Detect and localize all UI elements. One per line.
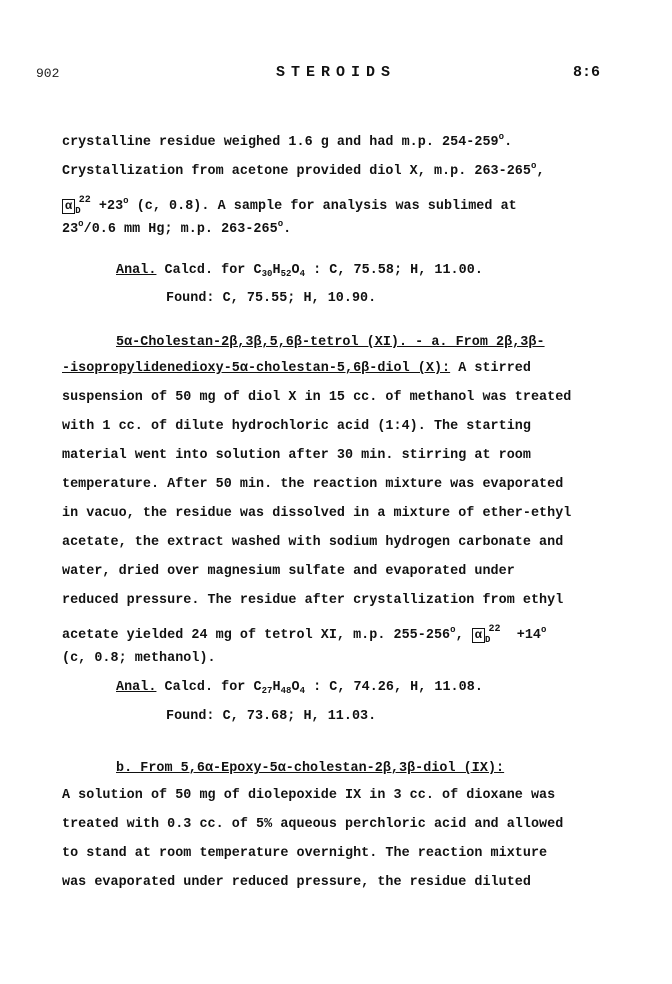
subscript: 30 <box>261 269 273 279</box>
text: Crystallization from acetone provided diol X, m.p. 263-265 <box>62 164 531 179</box>
text-line: water, dried over magnesium sulfate and evaporated under <box>62 564 515 579</box>
section-heading: 5α-Cholestan-2β,3β,5,6β-tetrol (XI). - a. From 2β,3β- <box>116 335 545 350</box>
subscript: 27 <box>261 686 273 696</box>
text-line: treated with 0.3 cc. of 5% aqueous perchloric acid and allowed <box>62 817 564 832</box>
anal-label: Anal. <box>116 680 157 695</box>
text: . <box>283 222 292 237</box>
text-line: was evaporated under reduced pressure, the residue diluted <box>62 875 531 890</box>
text: Calcd. for C <box>156 680 262 695</box>
text: +23 <box>90 199 124 214</box>
superscript: 22 <box>78 195 91 206</box>
degree: o <box>498 132 505 142</box>
superscript: 22 <box>488 624 501 635</box>
text-line <box>62 360 531 378</box>
text-line: A solution of 50 mg of diolepoxide IX in 3 cc. of dioxane was <box>62 788 556 803</box>
degree: o <box>78 219 84 229</box>
text: (c, 0.8). A sample for analysis was sublimed at <box>128 199 517 214</box>
running-header <box>0 64 672 84</box>
alpha-symbol: α <box>62 199 75 214</box>
text-line <box>62 134 512 152</box>
text: , <box>455 628 464 643</box>
subscript: D <box>75 206 81 216</box>
analysis-calcd <box>116 679 483 697</box>
subscript: D <box>485 635 491 645</box>
page-number: 902 <box>36 66 60 81</box>
text: Calcd. for C <box>156 263 262 278</box>
issue-number: 8:6 <box>572 64 600 81</box>
degree: o <box>541 625 547 635</box>
text: O <box>291 680 300 695</box>
text-line: to stand at room temperature overnight. The reaction mixture <box>62 846 548 861</box>
text-line <box>62 621 547 645</box>
text-line: material went into solution after 30 min. stirring at room <box>62 448 531 463</box>
subscript: 4 <box>299 686 306 696</box>
journal-title: STEROIDS <box>275 64 396 81</box>
text-line: (c, 0.8; methanol). <box>62 651 216 666</box>
text: : C, 74.26, H, 11.08. <box>305 680 483 695</box>
text: acetate yielded 24 mg of tetrol XI, m.p. 255-256 <box>62 628 451 643</box>
alpha-symbol: α <box>472 628 485 643</box>
text: : C, 75.58; H, 11.00. <box>305 263 483 278</box>
text-line: acetate, the extract washed with sodium hydrogen carbonate and <box>62 535 564 550</box>
subscript: 52 <box>280 269 292 279</box>
section-heading: b. From 5,6α-Epoxy-5α-cholestan-2β,3β-diol (IX): <box>116 761 505 776</box>
subscript: 48 <box>280 686 292 696</box>
text: H <box>272 680 281 695</box>
text: H <box>272 263 281 278</box>
text: /0.6 mm Hg; m.p. 263-265 <box>83 222 278 237</box>
text: crystalline residue weighed 1.6 g and had m.p. 254-259 <box>62 135 499 150</box>
degree: o <box>277 219 284 229</box>
text-line <box>62 192 517 216</box>
degree: o <box>530 161 537 171</box>
section-heading: -isopropylidenedioxy-5α-cholestan-5,6β-diol (X): <box>62 361 451 376</box>
text-line: suspension of 50 mg of diol X in 15 cc. of methanol was treated <box>62 390 572 405</box>
text: . <box>504 135 513 150</box>
text-line: reduced pressure. The residue after crystallization from ethyl <box>62 593 564 608</box>
text-line: with 1 cc. of dilute hydrochloric acid (1:4). The starting <box>62 419 531 434</box>
text: O <box>291 263 300 278</box>
degree: o <box>123 196 129 206</box>
text-line: temperature. After 50 min. the reaction mixture was evaporated <box>62 477 564 492</box>
degree: o <box>450 625 456 635</box>
text: 23 <box>62 222 79 237</box>
text: +14 <box>500 628 542 643</box>
anal-label: Anal. <box>116 263 157 278</box>
text-line <box>62 221 291 239</box>
analysis-found: Found: C, 75.55; H, 10.90. <box>166 291 377 306</box>
analysis-calcd <box>116 262 483 280</box>
analysis-found: Found: C, 73.68; H, 11.03. <box>166 709 377 724</box>
text: , <box>536 164 545 179</box>
text: A stirred <box>450 361 531 376</box>
text-line: in vacuo, the residue was dissolved in a mixture of ether-ethyl <box>62 506 572 521</box>
text-line <box>62 163 545 181</box>
subscript: 4 <box>299 269 306 279</box>
